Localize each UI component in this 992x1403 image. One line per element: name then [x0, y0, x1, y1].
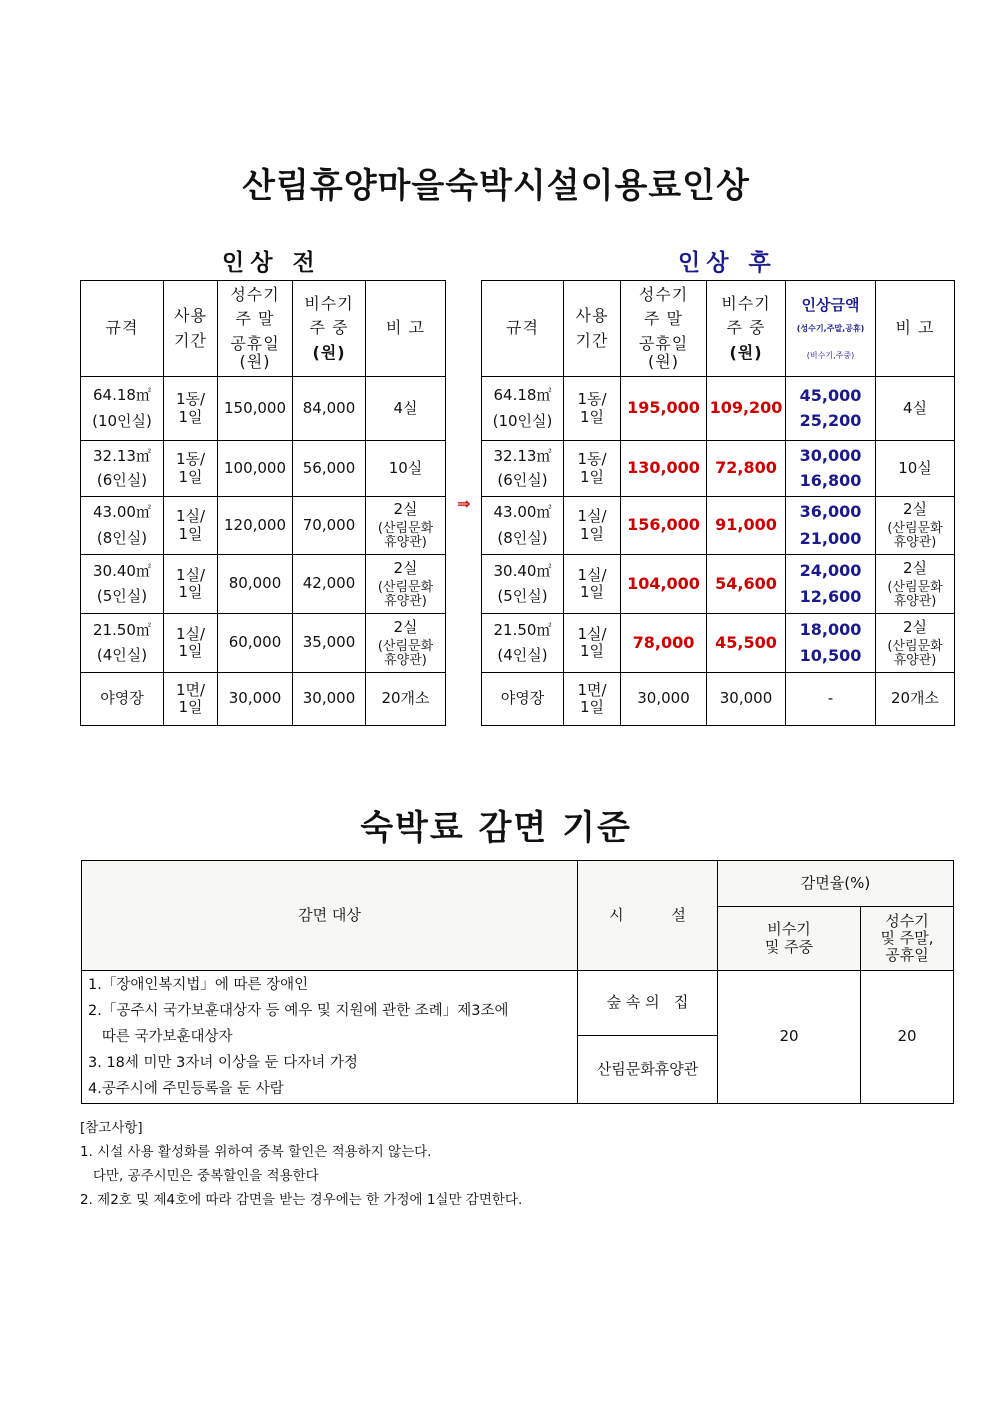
table-row: 32.13㎡ (6인실) 1동/ 1일 100,000 56,000 10실: [81, 441, 446, 497]
table-row: 64.18㎡ (10인실) 1동/ 1일 150,000 84,000 4실: [81, 377, 446, 441]
arrow-icon: ⇒: [457, 494, 471, 513]
header-note: 비 고: [876, 281, 955, 377]
after-fee-table: [481, 280, 955, 726]
note-line: 2. 제2호 및 제4호에 따라 감면을 받는 경우에는 한 가정에 1실만 감면한다.: [80, 1192, 523, 1208]
header-rate-peak: 성수기 및 주말, 공휴일: [861, 907, 954, 971]
note-line: 1. 시설 사용 활성화를 위하여 중복 할인은 적용하지 않는다.: [80, 1144, 432, 1160]
header-note: 비 고: [366, 281, 446, 377]
reduction-table: [81, 860, 954, 1104]
header-period: 사용 기간: [164, 281, 218, 377]
header-offpeak: 비수기 주 중 (원): [707, 281, 786, 377]
header-spec: 규격: [81, 281, 164, 377]
facility-culture-hall: 산림문화휴양관: [578, 1036, 718, 1104]
table-row: 21.50㎡ (4인실) 1실/ 1일 78,000 45,500 18,000 10,500 2실 (산림문화 휴양관): [482, 614, 955, 673]
facility-forest-house: 숲 속 의 집: [578, 971, 718, 1036]
header-peak: 성수기 주 말 공휴일 (원): [218, 281, 293, 377]
table-row: 30.40㎡ (5인실) 1실/ 1일 80,000 42,000 2실 (산림문화 휴양관): [81, 555, 446, 614]
table-row: 야영장 1면/ 1일 30,000 30,000 20개소: [81, 673, 446, 726]
rate-peak: 20: [861, 971, 954, 1104]
header-offpeak: 비수기 주 중 (원): [293, 281, 366, 377]
header-target: 감면 대상: [82, 861, 578, 971]
notes: [80, 1116, 522, 1212]
before-label: 인상 전: [222, 250, 321, 276]
table-row: 30.40㎡ (5인실) 1실/ 1일 104,000 54,600 24,000 12,600 2실 (산림문화 휴양관): [482, 555, 955, 614]
before-fee-table: [80, 280, 446, 726]
header-period: 사용 기간: [564, 281, 621, 377]
header-facility: 시 설: [578, 861, 718, 971]
page-title: 산림휴양마을숙박시설이용료인상: [242, 166, 750, 206]
header-rate-offpeak: 비수기 및 주중: [718, 907, 861, 971]
table-row: 21.50㎡ (4인실) 1실/ 1일 60,000 35,000 2실 (산림문화 휴양관): [81, 614, 446, 673]
header-peak: 성수기 주 말 공휴일 (원): [621, 281, 707, 377]
header-rate: 감면율(%): [718, 861, 954, 907]
table-row: 야영장 1면/ 1일 30,000 30,000 - 20개소: [482, 673, 955, 726]
header-increase: 인상금액 (성수기,주말,공휴) (비수기,주중): [786, 281, 876, 377]
header-spec: 규격: [482, 281, 564, 377]
table-row: 43.00㎡ (8인실) 1실/ 1일 156,000 91,000 36,000 21,000 2실 (산림문화 휴양관): [482, 497, 955, 555]
after-label: 인상 후: [678, 250, 777, 276]
note-line: 다만, 공주시민은 중복할인을 적용한다: [80, 1168, 319, 1184]
table-row: 43.00㎡ (8인실) 1실/ 1일 120,000 70,000 2실 (산림문화 휴양관): [81, 497, 446, 555]
notes-heading: [참고사항]: [80, 1120, 143, 1136]
table-row: 32.13㎡ (6인실) 1동/ 1일 130,000 72,800 30,000 16,800 10실: [482, 441, 955, 497]
reduction-title: 숙박료 감면 기준: [360, 808, 632, 848]
table-row: 64.18㎡ (10인실) 1동/ 1일 195,000 109,200 45,000 25,200 4실: [482, 377, 955, 441]
reduction-targets: 1.「장애인복지법」에 따른 장애인 2.「공주시 국가보훈대상자 등 예우 및 지원에 관한 조례」제3조에 따른 국가보훈대상자 3. 18세 미만 3자녀 이상을 둔 다자녀 가정 4.공주시에 주민등록을 둔 사람: [82, 971, 578, 1104]
rate-offpeak: 20: [718, 971, 861, 1104]
